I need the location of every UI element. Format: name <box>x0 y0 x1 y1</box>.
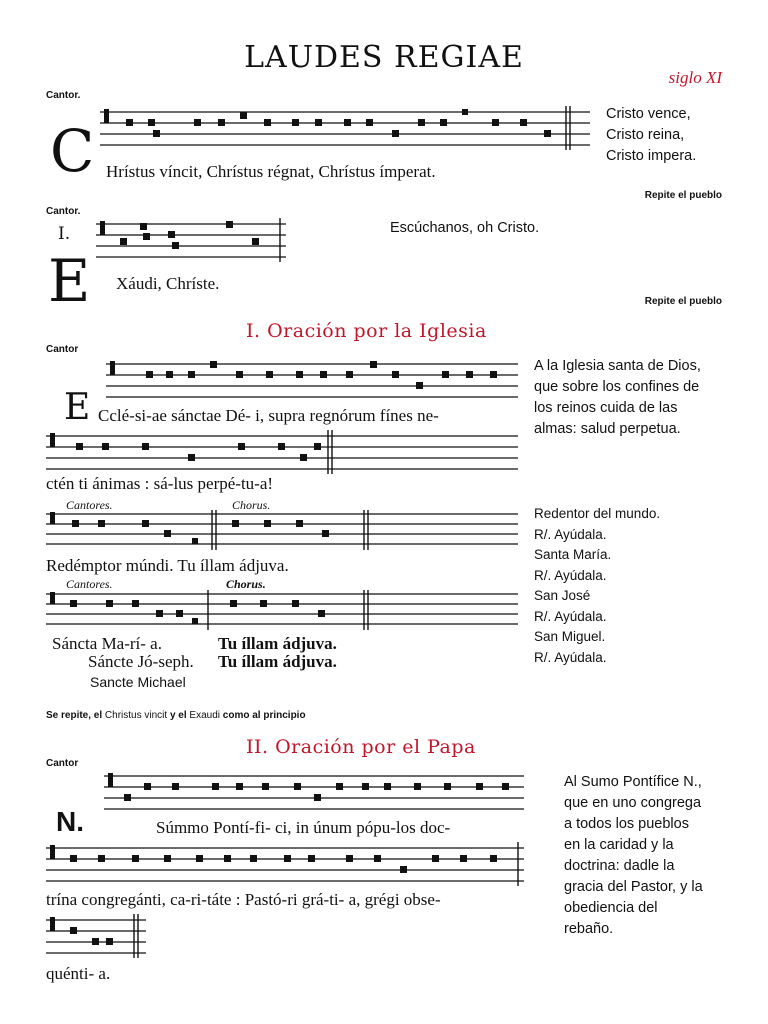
response-line: R/. Ayúdala. <box>534 649 607 665</box>
music-staff <box>104 770 524 816</box>
repeat-text: Christus vincit <box>104 710 168 721</box>
responses <box>534 504 660 668</box>
initial-letter: E <box>64 387 91 428</box>
repeat-text: Se repite, el <box>46 710 105 721</box>
repeat-instruction <box>46 710 306 721</box>
translation-line: rebaño. <box>564 921 614 937</box>
century-label: siglo XI <box>668 68 722 87</box>
translation-line: en la caridad y la <box>564 837 674 853</box>
translation-line: que en uno congrega <box>564 795 702 811</box>
music-staff <box>106 358 518 404</box>
initial-letter: C <box>50 117 95 185</box>
chant-lyric: Sáncte Jó-seph. <box>88 652 194 671</box>
translation <box>606 104 696 167</box>
cantores-label: Cantores. <box>66 577 113 591</box>
translation-line: Cristo reina, <box>606 127 685 143</box>
translation-line: Al Sumo Pontífice N., <box>564 774 702 790</box>
music-staff <box>46 430 518 476</box>
section-heading: I. Oración por la Iglesia <box>246 320 487 342</box>
chorus-label: Chorus. <box>232 498 271 512</box>
music-staff <box>96 218 286 264</box>
translation <box>564 772 703 940</box>
translation-line: gracia del Pastor, y la <box>564 879 703 895</box>
initial-letter: N. <box>56 806 84 837</box>
repeat-text: y el <box>167 710 190 721</box>
music-staff <box>100 106 590 152</box>
chant-lyric: Tu íllam ádjuva. <box>218 634 337 653</box>
chant-lyric: Xáudi, Chríste. <box>116 274 220 293</box>
music-staff <box>46 914 146 960</box>
music-staff <box>46 590 518 632</box>
repeat-note: Repite el pueblo <box>644 190 722 201</box>
response-line: Santa María. <box>534 547 612 562</box>
chant-lyric: Tu íllam ádjuva. <box>218 652 337 671</box>
chant-lyric: Redémptor múndi. Tu íllam ádjuva. <box>46 556 289 575</box>
translation-line: doctrina: dadle la <box>564 858 675 874</box>
music-staff <box>46 842 524 888</box>
chant-lyric: Cclé-si-ae sánctae Dé- i, supra regnórum fínes ne- <box>98 406 439 425</box>
cantor-label: Cantor <box>46 344 79 355</box>
cantor-label: Cantor <box>46 758 79 769</box>
repeat-text: como al principio <box>220 710 306 721</box>
chant-lyric: ctén ti ánimas : sá-lus perpé-tu-a! <box>46 474 274 493</box>
page-title: LAUDES REGIAE <box>244 40 524 75</box>
translation-line: Cristo impera. <box>606 148 697 164</box>
translation-line: Cristo vence, <box>606 106 691 122</box>
initial-letter: E <box>48 247 91 315</box>
response-line: Redentor del mundo. <box>534 506 661 521</box>
cantores-label: Cantores. <box>66 498 113 512</box>
response-line: R/. Ayúdala. <box>534 526 607 542</box>
repeat-text: Exaudi <box>189 710 220 721</box>
translation-line: los reinos cuida de las <box>534 400 678 416</box>
translation-line: A la Iglesia santa de Dios, <box>534 358 701 374</box>
response-line: San Miguel. <box>534 629 606 644</box>
chant-lyric: Súmmo Pontí-fi- ci, in únum pópu-los doc- <box>156 818 451 837</box>
chant-lyric: trína congregánti, ca-ri-táte : Pastó-ri grá-ti- a, grégi obse- <box>46 890 441 909</box>
response-line: R/. Ayúdala. <box>534 567 607 583</box>
translation-line: a todos los pueblos <box>564 816 689 832</box>
translation-line: almas: salud perpetua. <box>534 421 681 437</box>
cantor-label: Cantor. <box>46 90 81 101</box>
response-line: R/. Ayúdala. <box>534 608 607 624</box>
cantor-label: Cantor. <box>46 206 81 217</box>
verse-number: I. <box>58 224 71 244</box>
chant-lyric: Sancte Michael <box>90 674 186 690</box>
response-line: San José <box>534 588 591 603</box>
translation-line: que sobre los confines de <box>534 379 700 395</box>
section-heading: II. Oración por el Papa <box>246 736 476 758</box>
translation: Escúchanos, oh Cristo. <box>390 220 540 236</box>
chant-lyric: Sáncta Ma-rí- a. <box>52 634 162 653</box>
chant-lyric: quénti- a. <box>46 964 111 983</box>
chant-lyric: Hrístus víncit, Chrístus régnat, Chrístus ímperat. <box>106 162 436 181</box>
music-staff <box>46 510 518 552</box>
translation-line: obediencia del <box>564 900 658 916</box>
repeat-note: Repite el pueblo <box>644 296 722 307</box>
translation <box>534 356 701 440</box>
chorus-label: Chorus. <box>226 577 266 591</box>
